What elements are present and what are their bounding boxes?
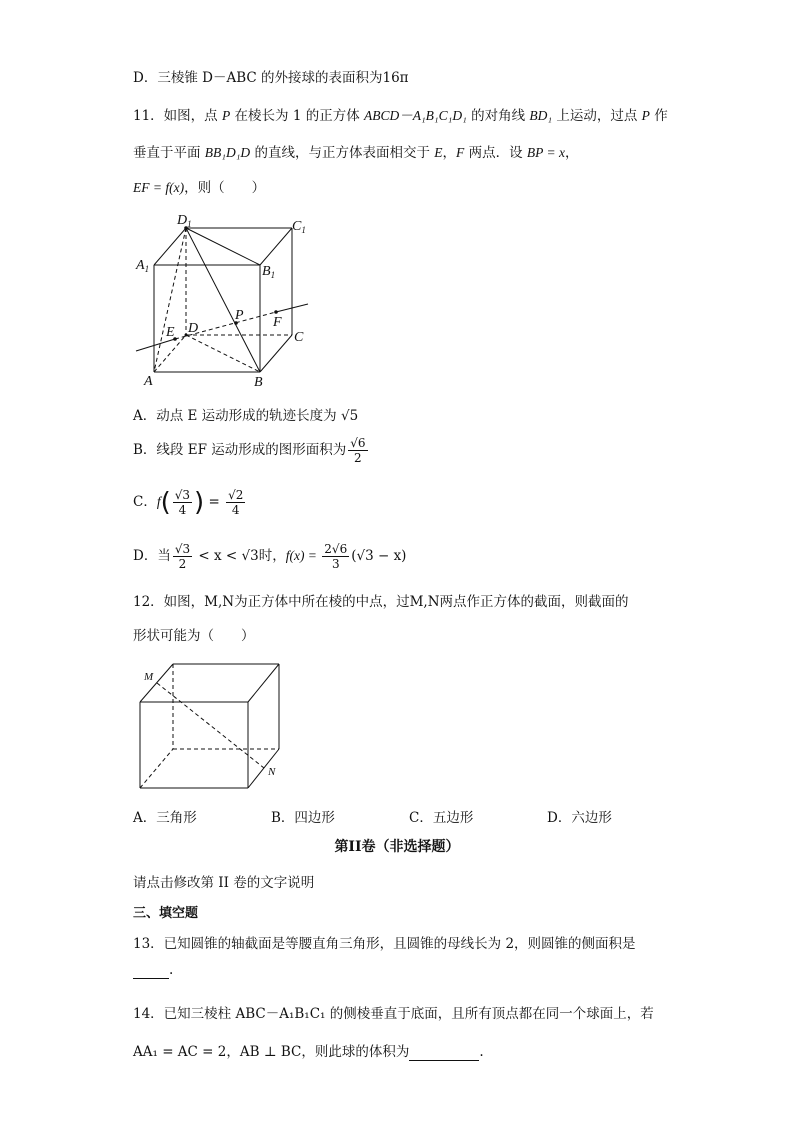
q12-line2: 形状可能为（ ）	[133, 628, 255, 644]
q13-answer-line	[133, 962, 173, 979]
value: √5	[340, 408, 359, 424]
text: .	[169, 962, 174, 978]
q12-options	[133, 806, 612, 826]
numerator: √3	[174, 542, 191, 556]
label-p: P	[235, 308, 244, 323]
label-b1: $B_1$	[262, 264, 276, 280]
func-f: f	[156, 494, 161, 509]
q14-line2	[133, 1040, 484, 1061]
q12-line1: 12．如图，M,N为正方体中所在棱的中点，过M,N两点作正方体的截面，则截面的	[133, 594, 629, 610]
var-e: E	[434, 145, 443, 160]
diagonal: BD₁	[529, 108, 553, 123]
section2-note: 请点击修改第 II 卷的文字说明	[133, 875, 315, 891]
text: 两点．设	[464, 145, 527, 161]
label-c1: $C_1$	[292, 219, 306, 235]
q14-blank[interactable]	[409, 1044, 479, 1061]
text: 11．如图，点	[133, 108, 222, 124]
q11-option-a	[133, 404, 358, 424]
text: .	[479, 1044, 484, 1060]
text: C．	[133, 494, 157, 510]
fraction	[173, 542, 192, 571]
cube-name: ABCD－A₁B₁C₁D₁	[364, 108, 467, 123]
text: ，则（ ）	[184, 180, 266, 196]
var-p: P	[221, 108, 231, 123]
text: ，	[564, 145, 579, 161]
text: 的直线，与正方体表面相交于	[250, 145, 435, 161]
label-a1: $A_1$	[136, 258, 150, 274]
text: 垂直于平面	[133, 145, 205, 161]
q12-option-d: D．六边形	[547, 810, 612, 826]
text: 作	[649, 108, 668, 124]
label-d: D	[188, 321, 199, 336]
text: A．动点 E 运动形成的轨迹长度为	[133, 408, 341, 424]
fraction	[173, 488, 192, 517]
text: ，	[442, 145, 457, 161]
text: =	[204, 494, 225, 510]
q14-line1: 14．已知三棱柱 ABC－A₁B₁C₁ 的侧棱垂直于底面，且所有顶点都在同一个球面上，若	[133, 1006, 654, 1022]
fraction	[226, 488, 245, 517]
var-p: P	[641, 108, 650, 123]
q11-option-d	[133, 542, 406, 571]
q12-option-b: B．四边形	[271, 810, 335, 826]
q11-line3	[133, 176, 265, 196]
section2-title: 第II卷（非选择题）	[334, 839, 460, 855]
cube-figure-2	[130, 655, 290, 795]
text: 在棱长为 1 的正方体	[230, 108, 364, 124]
text: B．线段 EF 运动形成的图形面积为	[133, 442, 347, 458]
numerator: √2	[228, 488, 244, 502]
plane-name: BB₁D₁D	[204, 145, 251, 160]
q11-line1	[133, 104, 668, 124]
denominator: 2	[354, 451, 362, 465]
text: D．当	[133, 548, 171, 564]
label-e: E	[166, 325, 175, 340]
func: f(x) =	[285, 548, 321, 563]
var-f: F	[456, 145, 465, 160]
q10-option-d: D．三棱锥 D－ABC 的外接球的表面积为16π	[133, 70, 409, 86]
label-c: C	[294, 330, 304, 345]
numerator: √3	[174, 488, 191, 502]
numerator: 2√6	[324, 542, 348, 556]
q11-option-b	[133, 436, 370, 465]
denominator: 4	[178, 503, 187, 517]
q13-blank[interactable]	[133, 962, 169, 979]
fraction	[348, 436, 367, 465]
denominator: 3	[331, 557, 340, 571]
paren: (	[160, 487, 171, 518]
label-d1: $D_1$	[177, 213, 192, 229]
q11-line2	[133, 141, 578, 161]
label-b: B	[254, 375, 263, 390]
q11-option-c	[133, 488, 247, 517]
section3-title: 三、填空题	[133, 906, 199, 921]
q12-option-c: C．五边形	[409, 810, 474, 826]
denominator: 2	[178, 557, 187, 571]
label-n: N	[268, 766, 276, 778]
text: (√3 − x)	[351, 548, 407, 564]
label-f: F	[273, 315, 282, 330]
label-m: M	[144, 671, 154, 683]
paren: )	[194, 487, 205, 518]
label-a: A	[144, 374, 153, 389]
text: AA₁ = AC = 2，AB ⊥ BC，则此球的体积为	[133, 1044, 410, 1060]
cube-figure-1	[130, 205, 320, 395]
q13-text: 13．已知圆锥的轴截面是等腰直角三角形，且圆锥的母线长为 2，则圆锥的侧面积是	[133, 936, 636, 952]
denominator: 4	[231, 503, 240, 517]
fraction	[322, 542, 349, 571]
ef-eq: EF = f(x)	[133, 180, 185, 195]
numerator: √6	[350, 436, 366, 450]
text: 的对角线	[466, 108, 530, 124]
text: < x < √3时，	[194, 548, 286, 564]
bp-eq: BP = x	[526, 145, 565, 160]
q12-option-a: A．三角形	[133, 810, 197, 826]
text: 上运动，过点	[552, 108, 642, 124]
